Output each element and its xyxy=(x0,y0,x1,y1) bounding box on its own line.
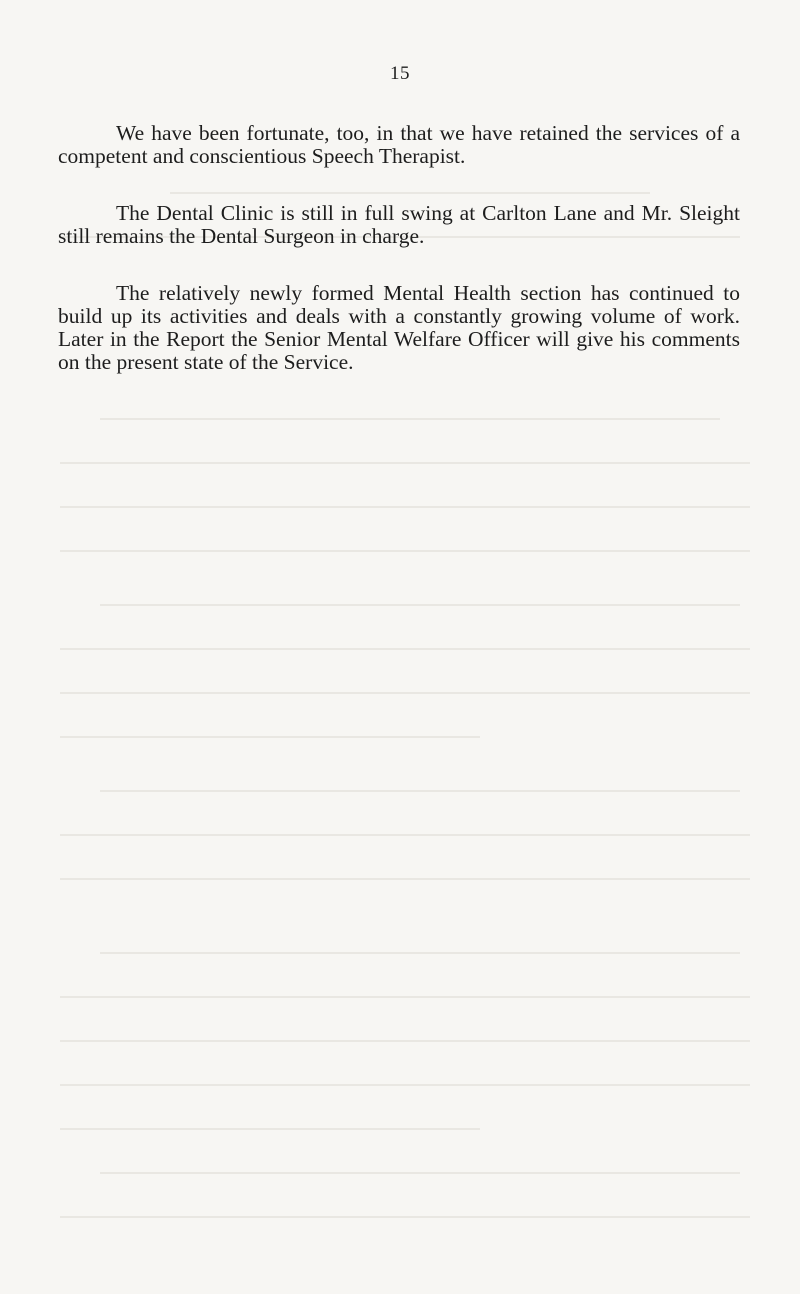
paragraph-speech-therapist: We have been fortunate, too, in that we have retained the services of a competent and conscientious Speech Therapist. xyxy=(58,121,740,168)
paragraph-dental-clinic: The Dental Clinic is still in full swing at Carlton Lane and Mr. Sleight still remains the Dental Surgeon in charge. xyxy=(58,201,740,248)
page-number: 15 xyxy=(390,63,410,84)
paragraph-mental-health: The relatively newly formed Mental Health section has continued to build up its activities and deals with a constantly growing volume of work. Later in the Report the Senior Mental Welfare Officer will give his comments on the present state of the Service. xyxy=(58,281,740,374)
body-text xyxy=(58,122,740,408)
